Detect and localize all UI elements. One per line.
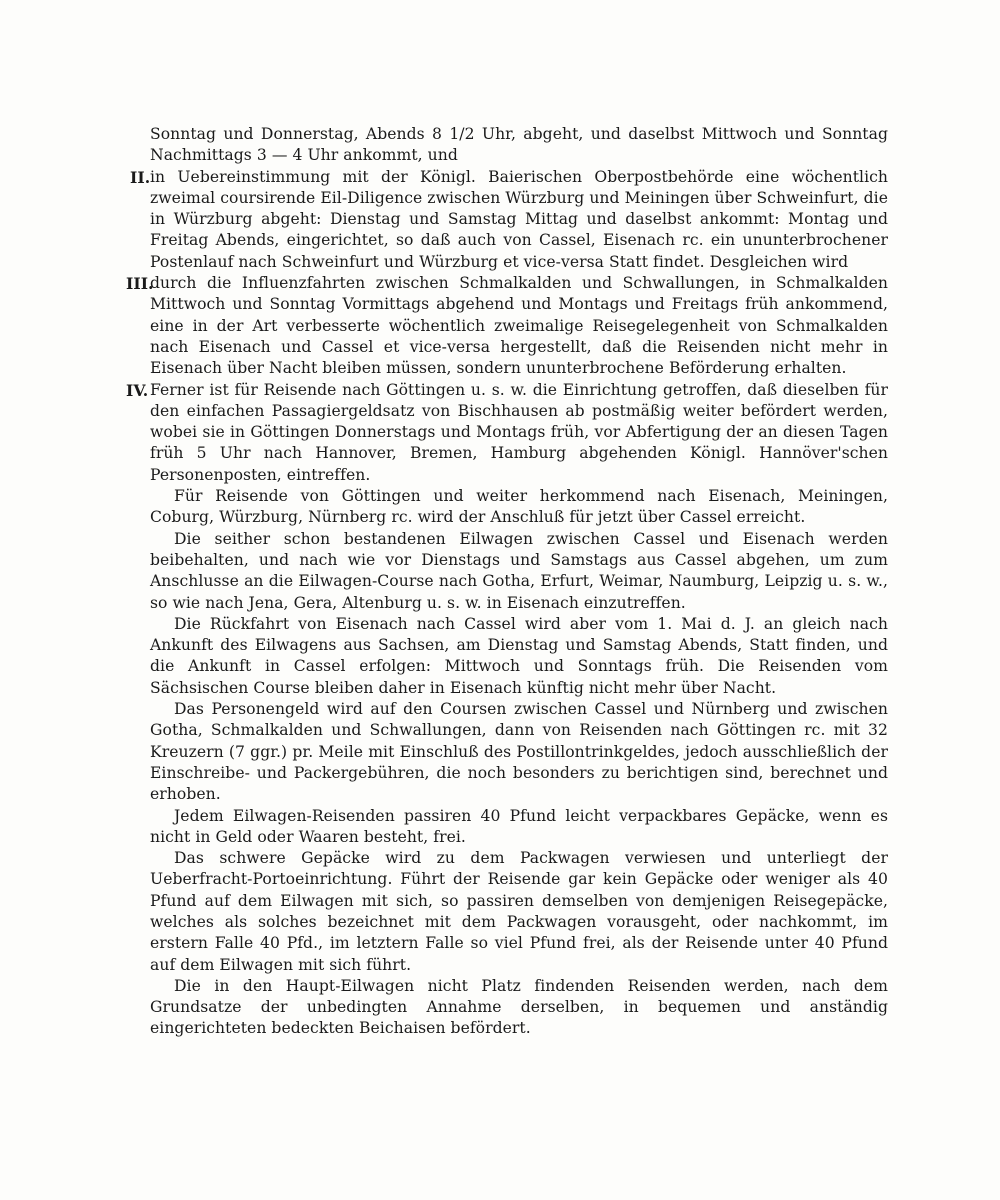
- section-numeral: III.: [126, 274, 154, 294]
- section-numeral: II.: [130, 167, 151, 187]
- paragraph-schweres-gepaeck: Das schwere Gepäcke wird zu dem Packwagen verwiesen und unterliegt der Ueberfracht-Portoeinrichtung. Führt der Reisende gar kein Gepäcke oder weniger als 40 Pfund auf dem Eilwagen mit sich, so passiren demselben von demjenigen Reisegepäcke, welches als solches bezeichnet mit dem Packwagen vorausgeht, oder nachkommt, im erstern Falle 40 Pfd., im letztern Falle so viel Pfund frei, als der Reisende unter 40 Pfund auf dem Eilwagen mit sich führt.: [150, 849, 888, 974]
- section-iv: [126, 380, 888, 486]
- section-text: in Uebereinstimmung mit der Königl. Baierischen Oberpostbehörde eine wöchentlich zweimal coursirende Eil-Diligence zwischen Würzburg und Meiningen über Schweinfurt, die in Würzburg abgeht: Dienstag und Samstag Mittag und daselbst ankommt: Montag und Freitag Abends, eingerichtet, so daß auch von Cassel, Eisenach rc. ein ununterbrochener Postenlauf nach Schweinfurt und Würzburg et vice-versa Statt findet. Desgleichen wird: [150, 167, 888, 271]
- section-numeral: IV.: [126, 380, 149, 400]
- paragraph-gepaeck-frei: Jedem Eilwagen-Reisenden passiren 40 Pfund leicht verpackbares Gepäcke, wenn es nicht in Geld oder Waaren besteht, frei.: [150, 806, 888, 846]
- document-text: [126, 124, 888, 1040]
- paragraph-personengeld: Das Personengeld wird auf den Coursen zwischen Cassel und Nürnberg und zwischen Gotha, Schmalkalden und Schwallungen, dann von Reisenden nach Göttingen rc. mit 32 Kreuzern (7 ggr.) pr. Meile mit Einschluß des Postillontrinkgeldes, jedoch ausschließlich der Einschreibe- und Packergebühren, die noch besonders zu berichtigen sind, berechnet und erhoben.: [150, 700, 888, 804]
- paragraph-goettingen: Für Reisende von Göttingen und weiter herkommend nach Eisenach, Meiningen, Coburg, Würzburg, Nürnberg rc. wird der Anschluß für jetzt über Cassel erreicht.: [150, 487, 888, 527]
- paragraph-beichaisen: Die in den Haupt-Eilwagen nicht Platz findenden Reisenden werden, nach dem Grundsatze der unbedingten Annahme derselben, in bequemen und anständig eingerichteten bedeckten Beichaisen befördert.: [150, 976, 888, 1038]
- lead-paragraph: Sonntag und Donnerstag, Abends 8 1/2 Uhr, abgeht, und daselbst Mittwoch und Sonntag Nachmittags 3 — 4 Uhr ankommt, und: [150, 125, 888, 165]
- paragraph-rueckfahrt: Die Rückfahrt von Eisenach nach Cassel wird aber vom 1. Mai d. J. an gleich nach Ankunft des Eilwagens aus Sachsen, am Dienstag und Samstag Abends, Statt finden, und die Ankunft in Cassel erfolgen: Mittwoch und Sonntags früh. Die Reisenden vom Sächsischen Course bleiben daher in Eisenach künftig nicht mehr über Nacht.: [150, 614, 888, 697]
- section-iii: [126, 273, 888, 379]
- section-text: Ferner ist für Reisende nach Göttingen u. s. w. die Einrichtung getroffen, daß dieselben für den einfachen Passagiergeldsatz von Bischhausen ab postmäßig weiter befördert werden, wobei sie in Göttingen Donnerstags und Montags früh, vor Abfertigung der an diesen Tagen früh 5 Uhr nach Hannover, Bremen, Hamburg abgehenden Königl. Hannöver'schen Personenposten, eintreffen.: [150, 380, 888, 484]
- paragraph-eilwagen-cassel: Die seither schon bestandenen Eilwagen zwischen Cassel und Eisenach werden beibehalten, und nach wie vor Dienstags und Samstags aus Cassel abgehen, um zum Anschlusse an die Eilwagen-Course nach Gotha, Erfurt, Weimar, Naumburg, Leipzig u. s. w., so wie nach Jena, Gera, Altenburg u. s. w. in Eisenach einzutreffen.: [150, 529, 888, 612]
- section-ii: [130, 167, 888, 273]
- section-text: durch die Influenzfahrten zwischen Schmalkalden und Schwallungen, in Schmalkalden Mittwoch und Sonntag Vormittags abgehend und Montags und Freitags früh ankommend, eine in der Art verbesserte wöchentlich zweimalige Reisegelegenheit von Schmalkalden nach Eisenach und Cassel et vice-versa hergestellt, daß die Reisenden nicht mehr in Eisenach über Nacht bleiben müssen, sondern ununterbrochene Beförderung erhalten.: [150, 274, 888, 378]
